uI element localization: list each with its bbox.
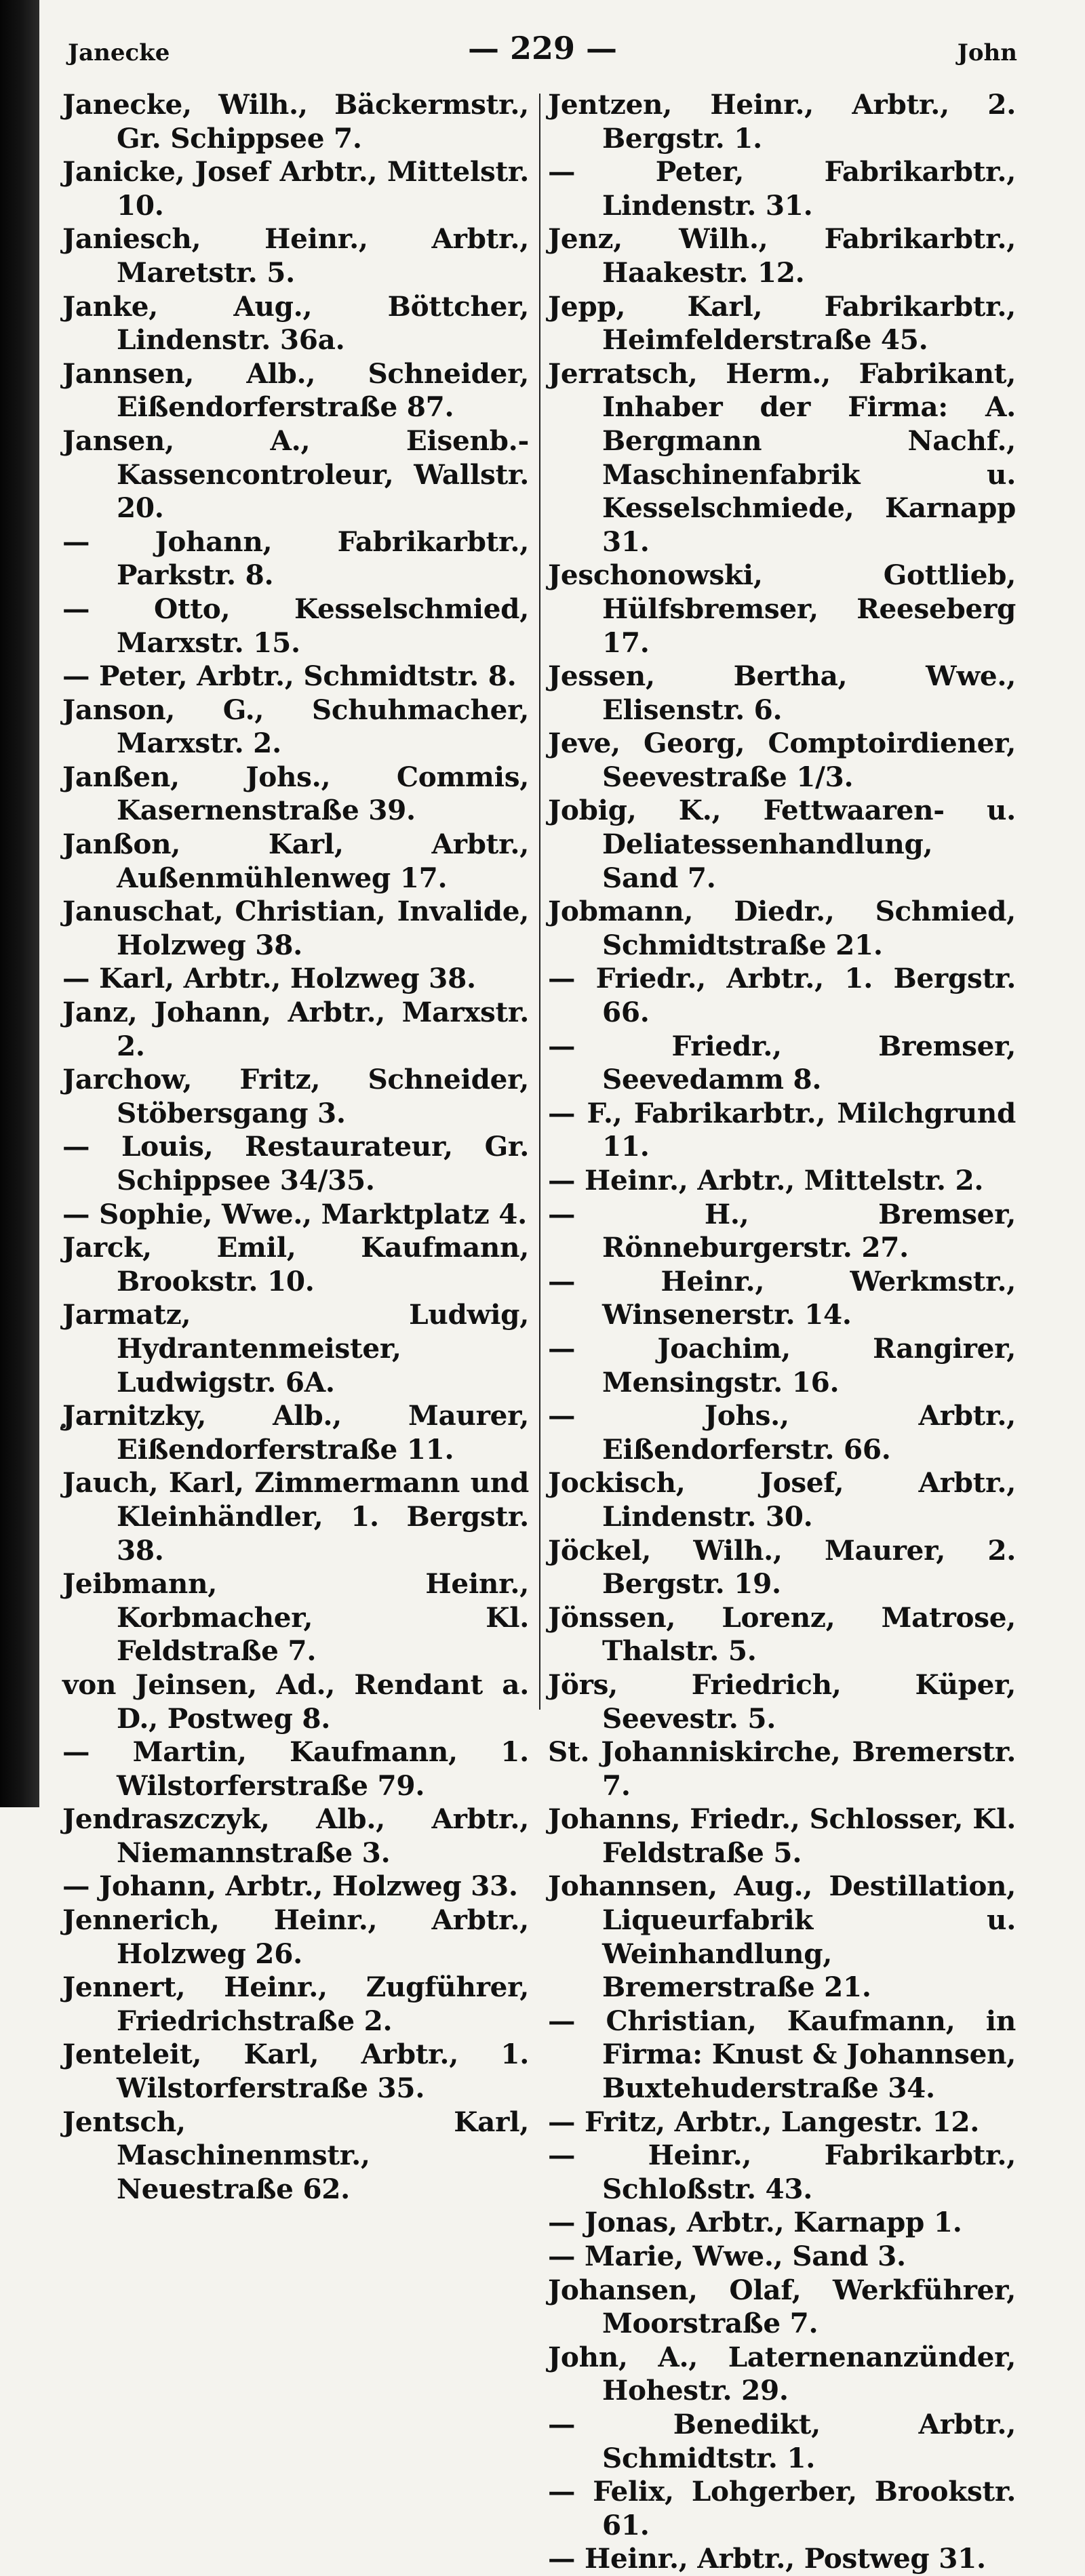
list-item: Janson, G., Schuhmacher, Marxstr. 2. <box>62 693 529 760</box>
list-item: — Heinr., Arbtr., Postweg 31. <box>548 2542 986 2575</box>
list-item: Johannsen, Aug., Destillation, Liqueurfabrik u. Weinhandlung, Bremerstraße 21. <box>548 1870 1016 2004</box>
list-item: — Felix, Lohgerber, Brookstr. 61. <box>548 2475 1016 2541</box>
list-item: Jönssen, Lorenz, Matrose, Thalstr. 5. <box>548 1601 1016 1668</box>
list-item: Jannsen, Alb., Schneider, Eißendorferstraße 87. <box>62 357 529 424</box>
list-item: John, A., Laternenanzünder, Hohestr. 29. <box>548 2340 1016 2407</box>
list-item: — Benedikt, Arbtr., Schmidtstr. 1. <box>548 2407 1016 2474</box>
column-divider <box>539 94 540 1710</box>
list-item: — Karl, Arbtr., Holzweg 38. <box>62 962 476 995</box>
list-item: Jarnitzky, Alb., Maurer, Eißendorferstraße 11. <box>62 1399 529 1466</box>
page-header <box>68 30 1017 77</box>
list-item: Jeibmann, Heinr., Korbmacher, Kl. Feldstraße 7. <box>62 1567 529 1668</box>
list-item: — Peter, Arbtr., Schmidtstr. 8. <box>62 660 517 693</box>
list-item: Johanns, Friedr., Schlosser, Kl. Feldstraße 5. <box>548 1803 1016 1869</box>
list-item: — Peter, Fabrikarbtr., Lindenstr. 31. <box>548 155 1016 222</box>
list-item: Janz, Johann, Arbtr., Marxstr. 2. <box>62 996 529 1062</box>
list-item: Jessen, Bertha, Wwe., Elisenstr. 6. <box>548 660 1016 726</box>
list-item: Jansen, A., Eisenb.-Kassencontroleur, Wallstr. 20. <box>62 424 529 525</box>
list-item: Jentzen, Heinr., Arbtr., 2. Bergstr. 1. <box>548 88 1016 155</box>
list-item: Jarck, Emil, Kaufmann, Brookstr. 10. <box>62 1231 529 1297</box>
list-item: Jerratsch, Herm., Fabrikant, Inhaber der Firma: A. Bergmann Nachf., Maschinenfabrik u. Kesselschmiede, Karnapp 31. <box>548 357 1016 558</box>
list-item: Jobig, K., Fettwaaren- u. Deliatessenhandlung, Sand 7. <box>548 794 1016 894</box>
list-item: — Heinr., Werkmstr., Winsenerstr. 14. <box>548 1264 1016 1331</box>
right-column <box>548 88 1016 2576</box>
list-item: — Joachim, Rangirer, Mensingstr. 16. <box>548 1331 1016 1398</box>
list-item: — Marie, Wwe., Sand 3. <box>548 2240 906 2272</box>
list-item: Jennert, Heinr., Zugführer, Friedrichstraße 2. <box>62 1971 529 2037</box>
list-item: — Martin, Kaufmann, 1. Wilstorferstraße 79. <box>62 1735 529 1802</box>
list-item: Jendraszczyk, Alb., Arbtr., Niemannstraße 3. <box>62 1803 529 1869</box>
header-right-keyword: John <box>957 39 1017 66</box>
list-item: Janßon, Karl, Arbtr., Außenmühlenweg 17. <box>62 828 529 894</box>
list-item: — Sophie, Wwe., Marktplatz 4. <box>62 1197 527 1230</box>
list-item: Jauch, Karl, Zimmermann und Kleinhändler, 1. Bergstr. 38. <box>62 1466 529 1567</box>
list-item: — Heinr., Fabrikarbtr., Schloßstr. 43. <box>548 2139 1016 2205</box>
list-item: — F., Fabrikarbtr., Milchgrund 11. <box>548 1096 1016 1163</box>
list-item: — Heinr., Arbtr., Mittelstr. 2. <box>548 1164 984 1196</box>
list-item: Janiesch, Heinr., Arbtr., Maretstr. 5. <box>62 222 529 289</box>
list-item: Jöckel, Wilh., Maurer, 2. Bergstr. 19. <box>548 1533 1016 1601</box>
left-column <box>62 88 529 2206</box>
list-item: — Friedr., Arbtr., 1. Bergstr. 66. <box>548 962 1016 1029</box>
list-item: Jarmatz, Ludwig, Hydrantenmeister, Ludwigstr. 6A. <box>62 1298 529 1398</box>
list-item: — Fritz, Arbtr., Langestr. 12. <box>548 2105 980 2138</box>
list-item: Janicke, Josef Arbtr., Mittelstr. 10. <box>62 155 529 222</box>
list-item: von Jeinsen, Ad., Rendant a. D., Postweg 8. <box>62 1668 529 1735</box>
list-item: — Johann, Fabrikarbtr., Parkstr. 8. <box>62 525 529 592</box>
list-item: Jarchow, Fritz, Schneider, Stöbersgang 3. <box>62 1063 529 1129</box>
list-item: Jörs, Friedrich, Küper, Seevestr. 5. <box>548 1668 1016 1735</box>
list-item: St. Johanniskirche, Bremerstr. 7. <box>548 1735 1016 1802</box>
list-item: — Christian, Kaufmann, in Firma: Knust & Johannsen, Buxtehuderstraße 34. <box>548 2004 1016 2105</box>
list-item: Jockisch, Josef, Arbtr., Lindenstr. 30. <box>548 1466 1016 1533</box>
list-item: Jeve, Georg, Comptoirdiener, Seevestraße 1/3. <box>548 727 1016 793</box>
list-item: Jenz, Wilh., Fabrikarbtr., Haakestr. 12. <box>548 222 1016 289</box>
list-item: Jepp, Karl, Fabrikarbtr., Heimfelderstraße 45. <box>548 289 1016 357</box>
list-item: Jennerich, Heinr., Arbtr., Holzweg 26. <box>62 1904 529 1970</box>
list-item: Janecke, Wilh., Bäckermstr., Gr. Schippsee 7. <box>62 88 529 155</box>
list-item: Jobmann, Diedr., Schmied, Schmidtstraße 21. <box>548 895 1016 961</box>
list-item: — Johann, Arbtr., Holzweg 33. <box>62 1870 518 1903</box>
list-item: Jenteleit, Karl, Arbtr., 1. Wilstorferstraße 35. <box>62 2038 529 2105</box>
header-left-keyword: Janecke <box>68 39 170 66</box>
list-item: — H., Bremser, Rönneburgerstr. 27. <box>548 1197 1016 1264</box>
list-item: — Otto, Kesselschmied, Marxstr. 15. <box>62 592 529 659</box>
list-item: Januschat, Christian, Invalide, Holzweg 38. <box>62 895 529 961</box>
list-item: Jeschonowski, Gottlieb, Hülfsbremser, Reeseberg 17. <box>548 559 1016 659</box>
scan-dark-edge <box>0 0 39 1807</box>
list-item: — Jonas, Arbtr., Karnapp 1. <box>548 2206 962 2239</box>
list-item: Janke, Aug., Böttcher, Lindenstr. 36a. <box>62 289 529 357</box>
list-item: Jentsch, Karl, Maschinenmstr., Neuestraße 62. <box>62 2105 529 2205</box>
list-item: — Friedr., Bremser, Seevedamm 8. <box>548 1029 1016 1096</box>
list-item: — Johs., Arbtr., Eißendorferstr. 66. <box>548 1399 1016 1466</box>
page-number: — 229 — <box>467 30 618 66</box>
list-item: — Louis, Restaurateur, Gr. Schippsee 34/35. <box>62 1130 529 1196</box>
list-item: Janßen, Johs., Commis, Kasernenstraße 39. <box>62 760 529 827</box>
list-item: Johansen, Olaf, Werkführer, Moorstraße 7. <box>548 2273 1016 2340</box>
